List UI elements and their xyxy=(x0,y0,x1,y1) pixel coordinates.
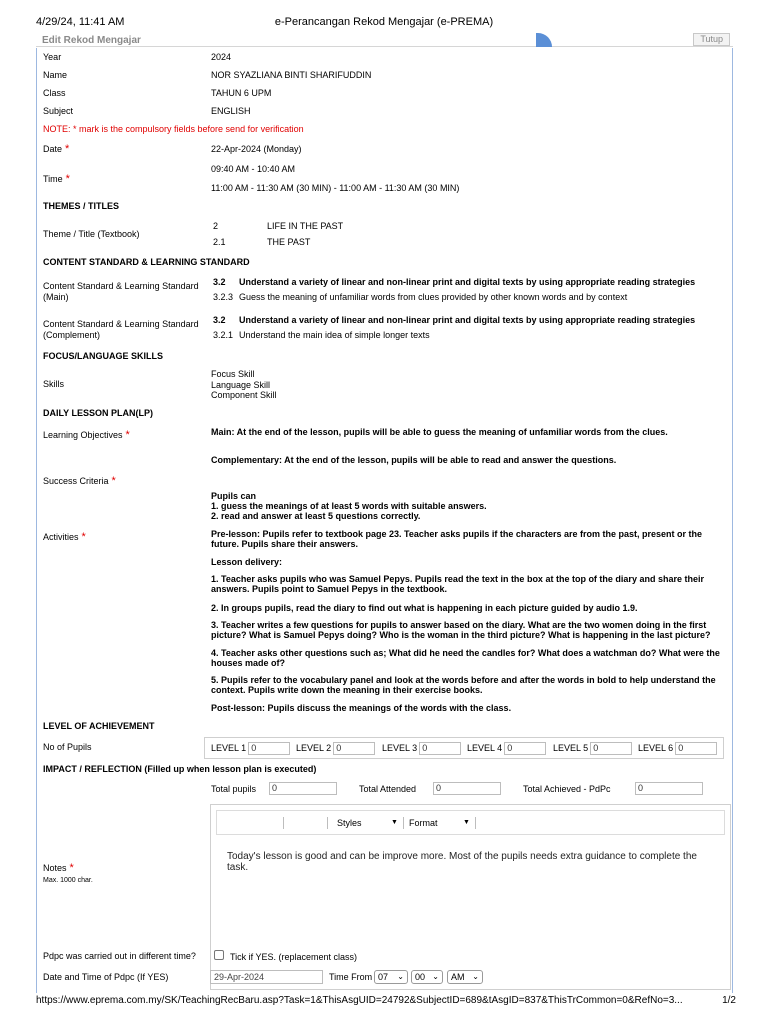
skill-item: Focus Skill xyxy=(211,369,255,379)
time-from-label: Time From xyxy=(329,972,373,982)
total-achieved-label: Total Achieved - PdPc xyxy=(523,784,611,794)
lesson-plan-heading: DAILY LESSON PLAN(LP) xyxy=(43,408,154,418)
time-value-1: 09:40 AM - 10:40 AM xyxy=(211,164,296,174)
time-label: Time * xyxy=(43,173,70,185)
success-criteria-text: Pupils can 1. guess the meanings of at least 5 words with suitable answers. 2. read and answer at least 5 questions correctly. xyxy=(211,491,487,521)
print-datetime: 4/29/24, 11:41 AM xyxy=(36,16,125,28)
required-star: * xyxy=(125,429,130,441)
compulsory-note: NOTE: * mark is the compulsory fields before send for verification xyxy=(43,124,304,134)
level-5: LEVEL 5 0 xyxy=(553,742,632,755)
chevron-down-icon: ⌄ xyxy=(397,972,404,981)
required-star: * xyxy=(81,531,86,543)
minute-select[interactable]: 00 ⌄ xyxy=(411,970,443,984)
chevron-down-icon: ⌄ xyxy=(432,972,439,981)
total-attended-input[interactable]: 0 xyxy=(433,782,501,795)
activity-step: 1. Teacher asks pupils who was Samuel Pepys. Pupils read the text in the box at the top of the diary and share their answers. Pupils point to Samuel Pepys in the textbook. xyxy=(211,574,704,594)
activity-step: 2. In groups pupils, read the diary to find out what is happening in each picture guided by audio 1.9. xyxy=(211,603,638,613)
print-doc-title: e-Perancangan Rekod Mengajar (e-PREMA) xyxy=(274,16,494,28)
success-criteria-label: Success Criteria * xyxy=(43,475,116,487)
level-1-input[interactable]: 0 xyxy=(248,742,290,755)
toolbar-separator xyxy=(403,817,404,829)
notes-text[interactable]: Today's lesson is good and can be improve more. Most of the pupils needs extra guidance to complete the task. xyxy=(227,851,697,873)
required-star: * xyxy=(111,475,116,487)
objectives-label: Learning Objectives * xyxy=(43,429,130,441)
titlebar-tab-decoration xyxy=(536,33,552,47)
objective-main: Main: At the end of the lesson, pupils will be able to guess the meaning of unfamiliar words from the clues. xyxy=(211,427,668,437)
subject-label: Subject xyxy=(43,106,74,116)
theme-item: 2 LIFE IN THE PAST xyxy=(213,221,344,231)
replacement-class-label: Tick if YES. (replacement class) xyxy=(230,952,358,962)
skill-item: Component Skill xyxy=(211,390,277,400)
level-2-input[interactable]: 0 xyxy=(333,742,375,755)
level-6: LEVEL 6 0 xyxy=(638,742,717,755)
pre-lesson-text: Pre-lesson: Pupils refer to textbook page 23. Teacher asks pupils if the characters are from the past, present or the future. Pupils share their answers. xyxy=(211,529,702,549)
activity-step: 5. Pupils refer to the vocabulary panel and look at the words before and after the words in bold to help understand the context. Pupils write down the meaning in their exercise books. xyxy=(211,675,716,695)
skill-item: Language Skill xyxy=(211,379,271,390)
theme-item: 2.1 THE PAST xyxy=(213,237,311,247)
replacement-class-checkbox[interactable] xyxy=(214,950,224,960)
print-url: https://www.eprema.com.my/SK/TeachingRecBaru.asp?Task=1&ThisAsgUID=24792&SubjectID=689&tAsgID=837&ThisTrCommon=0&RefNo=3... xyxy=(36,995,683,1006)
skills-heading: FOCUS/LANGUAGE SKILLS xyxy=(43,351,164,361)
cs-comp-standard: 3.2 Understand a variety of linear and non-linear print and digital texts by using appropriate reading strategies xyxy=(213,315,696,325)
styles-dropdown[interactable]: Styles xyxy=(337,818,362,828)
pdpc-date-input[interactable]: 29-Apr-2024 xyxy=(210,970,323,984)
lesson-delivery-heading: Lesson delivery: xyxy=(211,557,283,567)
toolbar-separator xyxy=(327,817,328,829)
notes-hint: Max. 1000 char. xyxy=(43,877,93,884)
print-header xyxy=(0,16,768,30)
level-inputs-row xyxy=(204,737,724,759)
level-3: LEVEL 3 0 xyxy=(382,742,461,755)
post-lesson-text: Post-lesson: Pupils discuss the meanings of the words with the class. xyxy=(211,703,512,713)
name-label: Name xyxy=(43,70,68,80)
themes-heading: THEMES / TITLES xyxy=(43,201,120,211)
total-achieved-input[interactable]: 0 xyxy=(635,782,703,795)
cs-main-standard: 3.2 Understand a variety of linear and non-linear print and digital texts by using appropriate reading strategies xyxy=(213,277,696,287)
content-standard-heading: CONTENT STANDARD & LEARNING STANDARD xyxy=(43,257,250,267)
total-pupils-label: Total pupils xyxy=(211,784,257,794)
chevron-down-icon: ⌄ xyxy=(472,972,479,981)
activity-step: 4. Teacher asks other questions such as; What did he need the candles for? What does a watchman do? What were the houses made of? xyxy=(211,648,720,668)
toolbar-separator xyxy=(475,817,476,829)
print-footer xyxy=(0,995,768,1009)
level-2: LEVEL 2 0 xyxy=(296,742,375,755)
level-1: LEVEL 1 0 xyxy=(211,742,290,755)
activities-label: Activities * xyxy=(43,531,86,543)
level-3-input[interactable]: 0 xyxy=(419,742,461,755)
impact-heading: IMPACT / REFLECTION (Filled up when lesson plan is executed) xyxy=(43,764,317,774)
ls-comp-standard: 3.2.1 Understand the main idea of simple longer texts xyxy=(213,330,430,340)
theme-label: Theme / Title (Textbook) xyxy=(43,229,140,239)
close-button[interactable]: Tutup xyxy=(693,33,730,46)
subject-value: ENGLISH xyxy=(211,106,251,116)
class-label: Class xyxy=(43,88,66,98)
date-value: 22-Apr-2024 (Monday) xyxy=(211,144,302,154)
year-value: 2024 xyxy=(211,52,232,62)
year-label: Year xyxy=(43,52,62,62)
required-star: * xyxy=(69,862,74,874)
ls-main-standard: 3.2.3 Guess the meaning of unfamiliar words from clues provided by other known words and by context xyxy=(213,292,628,302)
level-4-input[interactable]: 0 xyxy=(504,742,546,755)
skills-list xyxy=(211,369,277,401)
date-label: Date * xyxy=(43,143,70,155)
hour-select[interactable]: 07 ⌄ xyxy=(374,970,408,984)
print-page-number: 1/2 xyxy=(722,995,736,1006)
window-title: Edit Rekod Mengajar xyxy=(42,35,141,46)
level-6-input[interactable]: 0 xyxy=(675,742,717,755)
skills-label: Skills xyxy=(43,379,65,389)
toolbar-separator xyxy=(283,817,284,829)
total-pupils-input[interactable]: 0 xyxy=(269,782,337,795)
level-5-input[interactable]: 0 xyxy=(590,742,632,755)
activity-step: 3. Teacher writes a few questions for pupils to answer based on the diary. What are the two women doing in the first picture? What is Samuel Pepys doing? Who is the woman in the third picture? What is happening in the last picture? xyxy=(211,620,711,640)
class-value: TAHUN 6 UPM xyxy=(211,88,272,98)
form-panel xyxy=(36,48,733,993)
no-of-pupils-label: No of Pupils xyxy=(43,742,92,752)
notes-label: Notes * xyxy=(43,862,74,874)
required-star: * xyxy=(65,143,70,155)
total-attended-label: Total Attended xyxy=(359,784,417,794)
objective-complementary: Complementary: At the end of the lesson, pupils will be able to read and answer the questions. xyxy=(211,455,617,465)
editor-toolbar xyxy=(216,810,725,835)
pdpc-datetime-label: Date and Time of Pdpc (If YES) xyxy=(43,972,169,982)
required-star: * xyxy=(65,173,70,185)
chevron-down-icon: ▼ xyxy=(391,819,398,826)
format-dropdown[interactable]: Format xyxy=(409,818,438,828)
name-value: NOR SYAZLIANA BINTI SHARIFUDDIN xyxy=(211,70,372,80)
achievement-heading: LEVEL OF ACHIEVEMENT xyxy=(43,721,155,731)
level-4: LEVEL 4 0 xyxy=(467,742,546,755)
window-titlebar xyxy=(36,33,733,47)
cs-main-label: Content Standard & Learning Standard (Main) xyxy=(43,281,199,302)
cs-comp-label: Content Standard & Learning Standard (Complement) xyxy=(43,319,199,340)
time-value-2: 11:00 AM - 11:30 AM (30 MIN) - 11:00 AM - 11:30 AM (30 MIN) xyxy=(211,183,460,193)
chevron-down-icon: ▼ xyxy=(463,819,470,826)
ampm-select[interactable]: AM ⌄ xyxy=(447,970,483,984)
pdpc-diff-label: Pdpc was carried out in different time? xyxy=(43,951,196,961)
